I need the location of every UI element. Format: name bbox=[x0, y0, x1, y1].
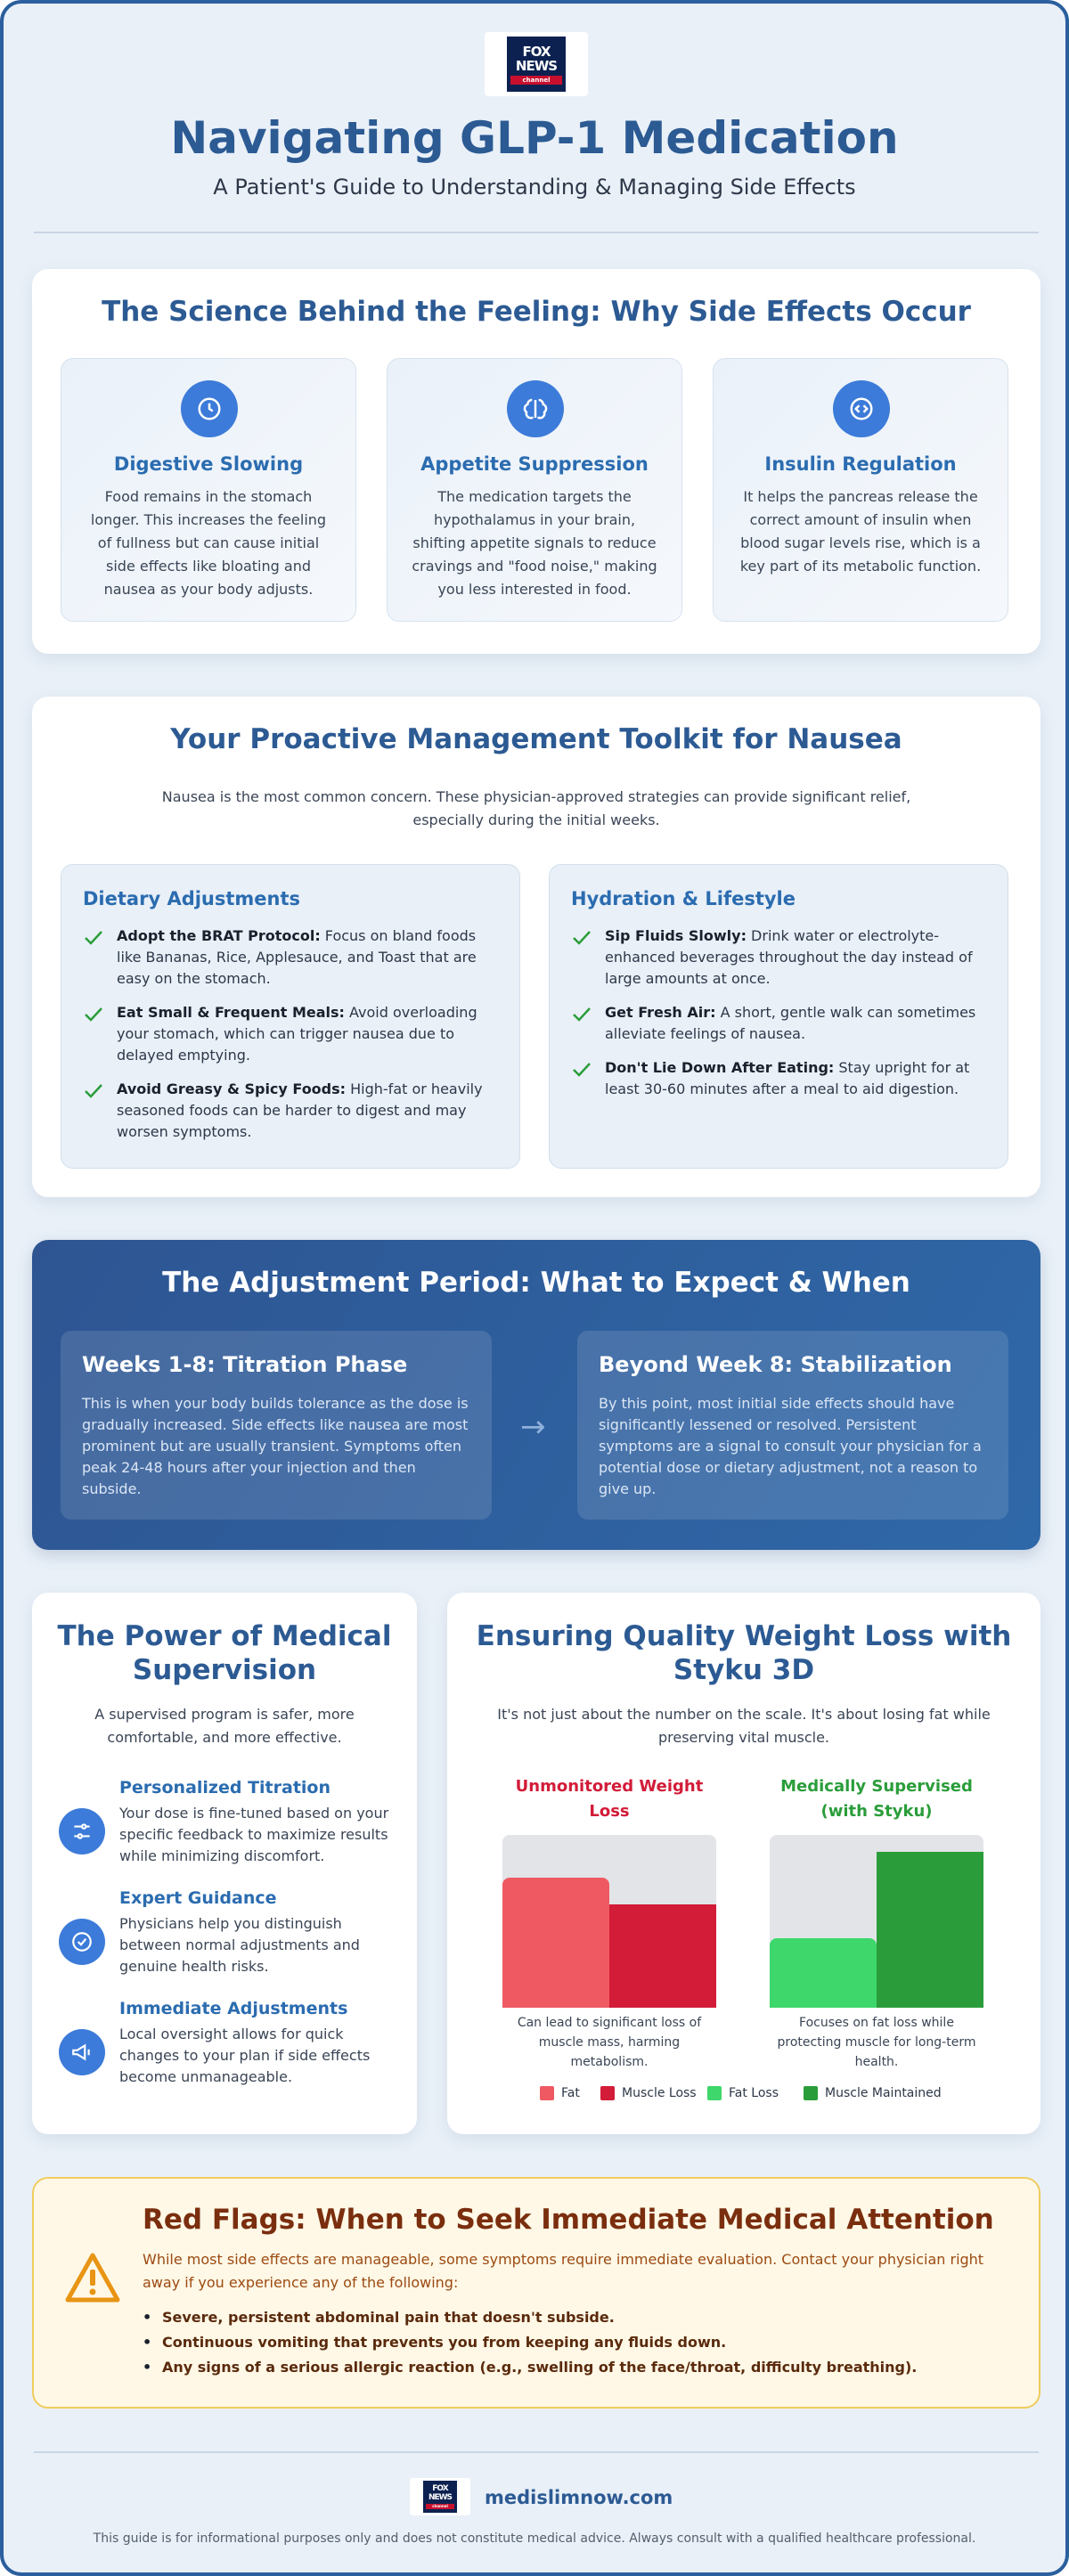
check-icon bbox=[83, 1006, 104, 1023]
phase-heading: Weeks 1-8: Titration Phase bbox=[82, 1352, 408, 1377]
comparison-chart-supervised bbox=[770, 1835, 983, 2008]
legend-label: Muscle Loss bbox=[622, 2086, 697, 2100]
science-card-heading: Digestive Slowing bbox=[113, 453, 304, 475]
science-card-insulin bbox=[713, 358, 1008, 622]
legend-swatch bbox=[540, 2086, 554, 2100]
check-icon bbox=[571, 929, 592, 947]
toolkit-item-text: A short, gentle walk can sometimes alleviate feelings of nausea. bbox=[605, 1004, 976, 1042]
toolkit-item-bold: Eat Small & Frequent Meals: bbox=[117, 1004, 345, 1021]
bar-muscle-loss bbox=[609, 1904, 716, 2008]
brain-icon bbox=[507, 380, 564, 437]
red-flag-item: • Severe, persistent abdominal pain that doesn't subside. bbox=[143, 2305, 1012, 2330]
toolkit-column-heading: Dietary Adjustments bbox=[83, 888, 301, 909]
bar-fat-loss bbox=[770, 1938, 877, 2008]
toolkit-item-text: High-fat or heavily seasoned foods can be harder to digest and may worsen symptoms. bbox=[117, 1080, 483, 1140]
legend-label: Muscle Maintained bbox=[825, 2086, 942, 2100]
warning-icon bbox=[64, 2252, 121, 2303]
legend-item-muscle-maintained bbox=[804, 2086, 942, 2100]
legend-label: Fat Loss bbox=[729, 2086, 779, 2100]
red-flags-intro: While most side effects are manageable, some symptoms require immediate evaluation. Contact your physician right away if you experience any of the following: bbox=[143, 2251, 984, 2291]
toolkit-item-text: Stay upright for at least 30-60 minutes after a meal to aid digestion. bbox=[605, 1059, 970, 1097]
check-icon bbox=[83, 929, 104, 947]
logo-text-news: NEWS bbox=[515, 57, 558, 74]
legend-swatch bbox=[600, 2086, 615, 2100]
toolkit-item-text: Drink water or electrolyte-enhanced beverages throughout the day instead of large amounts at once. bbox=[605, 927, 973, 987]
arrow-right-icon: → bbox=[520, 1409, 546, 1445]
check-circle-icon bbox=[59, 1919, 105, 1965]
science-card-digestive bbox=[61, 358, 356, 622]
footer-fox-news-logo bbox=[410, 2478, 470, 2515]
supervision-item-text: Physicians help you distinguish between normal adjustments and genuine health risks. bbox=[119, 1915, 360, 1975]
check-icon bbox=[571, 1006, 592, 1023]
phase-card-stabilization bbox=[577, 1331, 1008, 1520]
toolkit-item bbox=[83, 925, 502, 990]
science-card-text: The medication targets the hypothalamus in your brain, shifting appetite signals to reduce cravings and "food noise," making you less interested in food. bbox=[412, 488, 657, 598]
header-divider bbox=[34, 232, 1039, 233]
toolkit-column-hydration bbox=[549, 864, 1008, 1169]
supervision-intro: A supervised program is safer, more comfortable, and more effective. bbox=[94, 1706, 355, 1746]
logo-text-news: NEWS bbox=[428, 2493, 453, 2502]
sliders-icon bbox=[59, 1808, 105, 1855]
toolkit-section bbox=[32, 697, 1040, 1197]
adjustment-title: The Adjustment Period: What to Expect & When bbox=[162, 1267, 910, 1299]
science-card-appetite bbox=[387, 358, 682, 622]
fox-news-logo-mark bbox=[423, 2481, 457, 2513]
bar-muscle-maintained bbox=[877, 1852, 983, 2008]
science-card-text: Food remains in the stomach longer. This increases the feeling of fullness but can cause initial side effects like bloating and nausea as your body adjusts. bbox=[90, 488, 327, 598]
supervision-item-heading: Personalized Titration bbox=[119, 1778, 330, 1797]
toolkit-item bbox=[83, 1002, 502, 1066]
toolkit-column-heading: Hydration & Lifestyle bbox=[571, 888, 796, 909]
legend-label: Fat bbox=[561, 2086, 580, 2100]
toolkit-item bbox=[571, 1002, 990, 1045]
phase-text: This is when your body builds tolerance as the dose is gradually increased. Side effects like nausea are most prominent but are usually transient. Symptoms often peak 24-48 hours after your injection and then subside. bbox=[82, 1395, 469, 1497]
toolkit-item-text: Focus on bland foods like Bananas, Rice, Applesauce, and Toast that are easy on the stomach. bbox=[117, 927, 477, 987]
science-card-heading: Appetite Suppression bbox=[420, 453, 649, 475]
clock-icon bbox=[181, 380, 238, 437]
supervision-item-heading: Expert Guidance bbox=[119, 1888, 277, 1908]
toolkit-title: Your Proactive Management Toolkit for Nausea bbox=[170, 723, 902, 755]
header bbox=[4, 4, 1065, 235]
toolkit-item-bold: Get Fresh Air: bbox=[605, 1004, 716, 1021]
logo-text-channel: channel bbox=[426, 2504, 454, 2509]
comparison-group-caption: Focuses on fat loss while protecting muscle for long-term health. bbox=[777, 2016, 976, 2069]
science-card-text: It helps the pancreas release the correct amount of insulin when blood sugar levels rise, which is a key part of its metabolic function. bbox=[739, 488, 982, 575]
supervision-item-text: Your dose is fine-tuned based on your specific feedback to maximize results while minimizing discomfort. bbox=[119, 1805, 389, 1864]
page-title: Navigating GLP-1 Medication bbox=[170, 112, 899, 164]
phase-heading: Beyond Week 8: Stabilization bbox=[599, 1352, 952, 1377]
styku-section bbox=[447, 1593, 1040, 2134]
toolkit-item bbox=[571, 925, 990, 990]
footer-divider bbox=[34, 2451, 1039, 2453]
science-section bbox=[32, 269, 1040, 654]
legend-item-fat-loss bbox=[707, 2086, 779, 2100]
toolkit-item-bold: Sip Fluids Slowly: bbox=[605, 927, 747, 944]
red-flag-item: • Continuous vomiting that prevents you from keeping any fluids down. bbox=[143, 2330, 1012, 2355]
toolkit-item bbox=[83, 1079, 502, 1143]
phase-text: By this point, most initial side effects should have significantly lessened or resolved. Persistent symptoms are a signal to consult your physician for a potential dose or dietary adjustment, not a reason to give up. bbox=[599, 1395, 982, 1497]
toolkit-item-text: Avoid overloading your stomach, which can trigger nausea due to delayed emptying. bbox=[117, 1004, 477, 1064]
check-icon bbox=[83, 1082, 104, 1100]
supervision-item-adjustments bbox=[59, 1999, 396, 2097]
toolkit-item-bold: Don't Lie Down After Eating: bbox=[605, 1059, 835, 1076]
adjustment-section bbox=[32, 1240, 1040, 1550]
toolkit-column-dietary bbox=[61, 864, 520, 1169]
logo-text-fox: FOX bbox=[522, 43, 551, 60]
supervision-item-text: Local oversight allows for quick changes to your plan if side effects become unmanageable. bbox=[119, 2026, 371, 2085]
footer-disclaimer: This guide is for informational purposes only and does not constitute medical advice. Always consult with a qualified healthcare professional. bbox=[93, 2531, 976, 2546]
supervision-item-titration bbox=[59, 1778, 396, 1876]
logo-text-fox: FOX bbox=[432, 2484, 448, 2493]
check-icon bbox=[571, 1061, 592, 1079]
science-title: The Science Behind the Feeling: Why Side Effects Occur bbox=[102, 296, 971, 328]
styku-title: Ensuring Quality Weight Loss with Styku 3D bbox=[476, 1620, 1012, 1686]
megaphone-icon bbox=[59, 2029, 105, 2075]
supervision-title: The Power of Medical Supervision bbox=[57, 1620, 392, 1686]
logo-text-channel: channel bbox=[510, 76, 562, 85]
comparison-chart-unmonitored bbox=[502, 1835, 716, 2008]
red-flags-section bbox=[32, 2177, 1040, 2409]
comparison-group-title: Medically Supervised (with Styku) bbox=[780, 1777, 973, 1821]
bar-fat bbox=[502, 1878, 609, 2008]
toolkit-item-bold: Avoid Greasy & Spicy Foods: bbox=[117, 1080, 347, 1097]
supervision-section bbox=[32, 1593, 417, 2134]
chart-legend bbox=[447, 2086, 1040, 2104]
comparison-group-caption: Can lead to significant loss of muscle mass, harming metabolism. bbox=[517, 2016, 702, 2069]
red-flags-list bbox=[143, 2305, 1012, 2380]
phase-card-titration bbox=[61, 1331, 492, 1520]
footer-website-link[interactable]: medislimnow.com bbox=[485, 2487, 673, 2508]
legend-swatch bbox=[707, 2086, 722, 2100]
toolkit-intro: Nausea is the most common concern. These physician-approved strategies can provide significant relief, especially during the initial weeks. bbox=[161, 788, 911, 828]
code-circle-icon bbox=[833, 380, 890, 437]
comparison-group-title: Unmonitored Weight Loss bbox=[515, 1777, 704, 1821]
legend-swatch bbox=[804, 2086, 818, 2100]
fox-news-logo-mark bbox=[507, 37, 566, 92]
fox-news-logo bbox=[485, 32, 588, 96]
red-flag-item: • Any signs of a serious allergic reaction (e.g., swelling of the face/throat, difficulty breathing). bbox=[143, 2355, 1012, 2380]
legend-item-muscle-loss bbox=[600, 2086, 697, 2100]
toolkit-item bbox=[571, 1057, 990, 1100]
legend-item-fat bbox=[540, 2086, 580, 2100]
toolkit-item-bold: Adopt the BRAT Protocol: bbox=[117, 927, 321, 944]
page-subtitle: A Patient's Guide to Understanding & Managing Side Effects bbox=[213, 175, 856, 200]
science-card-heading: Insulin Regulation bbox=[764, 453, 957, 475]
supervision-item-heading: Immediate Adjustments bbox=[119, 1999, 348, 2018]
red-flags-title: Red Flags: When to Seek Immediate Medical Attention bbox=[143, 2204, 994, 2236]
styku-intro: It's not just about the number on the scale. It's about losing fat while preserving vital muscle. bbox=[497, 1706, 991, 1746]
supervision-item-guidance bbox=[59, 1888, 396, 1986]
